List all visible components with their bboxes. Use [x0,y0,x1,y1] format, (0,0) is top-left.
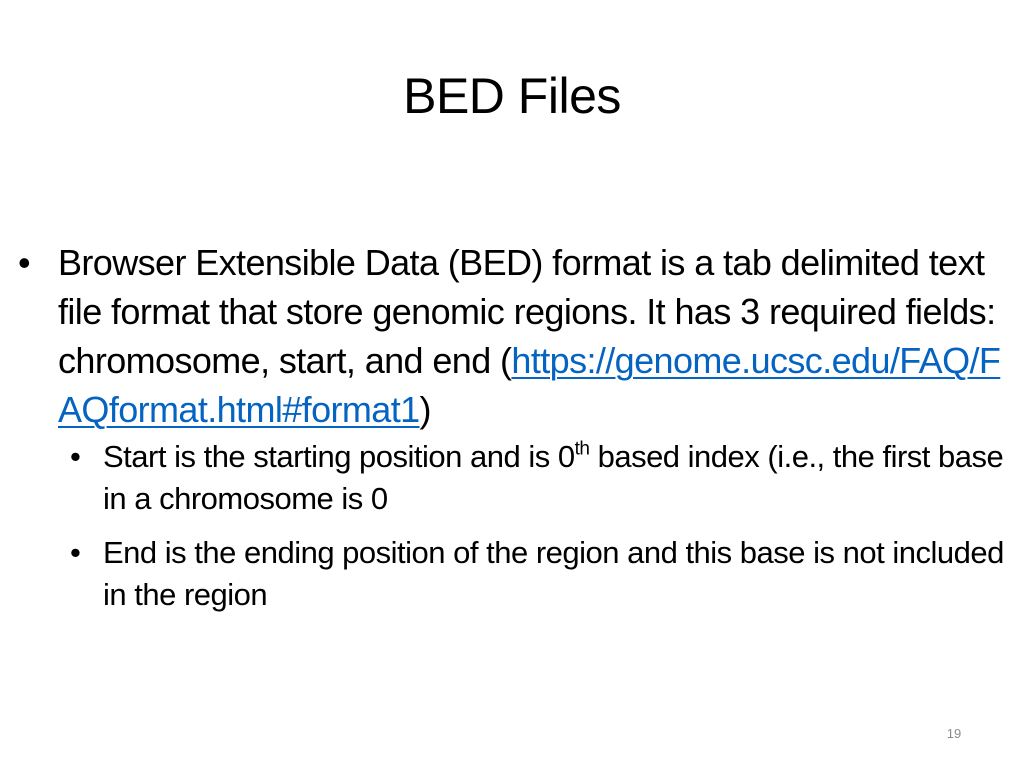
sub-bullet-text: End is the ending position of the region and this base is not included in the region [103,535,1004,612]
slide-title: BED Files [403,68,621,124]
page-number: 19 [946,726,962,741]
bullet-text-closing: ) [419,389,431,430]
sub-bullet-text-continued: based index (i.e., the first base in a chromosome is 0 [103,439,1004,516]
ucsc-faq-link[interactable]: https://genome.ucsc.edu/FAQ/FAQformat.html#format1 [58,340,1001,430]
sub-bullet-text: Start is the starting position and is 0 [103,439,575,474]
sub-bullet-item-end [18,532,1008,616]
ordinal-superscript: th [574,438,590,460]
bullet-dot-icon: • [18,242,31,283]
bullet-list [18,238,1008,628]
bullet-dot-icon: • [70,439,81,474]
bullet-text: Browser Extensible Data (BED) format is a tab delimited text file format that store genomic regions. It has 3 required fields: chromosome, start, and end ( [58,242,996,381]
bullet-item-bed-format [18,238,1008,434]
sub-bullet-item-start [18,436,1008,520]
bullet-dot-icon: • [70,535,81,570]
sub-bullet-list [18,436,1008,616]
